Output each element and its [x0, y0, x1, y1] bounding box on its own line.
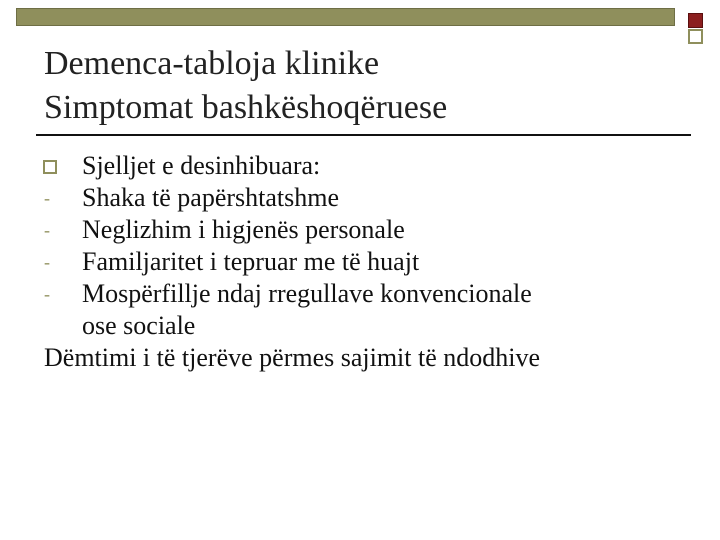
decorative-top-bar [16, 8, 675, 26]
slide-title [44, 42, 447, 130]
sub-item-continuation-text: ose sociale [82, 311, 196, 340]
sub-item-text: Neglizhim i higjenës personale [82, 215, 405, 244]
hollow-square-bullet-icon [43, 160, 57, 174]
title-divider [36, 134, 691, 136]
main-bullet-text: Sjelljet e desinhibuara: [82, 151, 321, 180]
sub-item-text: Shaka të papërshtatshme [82, 183, 340, 212]
sub-item-3 [44, 246, 704, 278]
sub-item-1 [44, 182, 704, 214]
dash-marker: - [44, 284, 50, 304]
dash-marker: - [44, 188, 50, 208]
dash-marker: - [44, 252, 50, 272]
sub-item-4 [44, 278, 704, 310]
hollow-square-icon [688, 29, 703, 44]
sub-item-text: Mospërfillje ndaj rregullave konvencionale [82, 279, 532, 308]
trailing-paragraph [44, 342, 704, 374]
dash-marker: - [44, 220, 50, 240]
filled-square-icon [688, 13, 703, 28]
title-line-2: Simptomat bashkëshoqëruese [44, 89, 448, 126]
title-line-1: Demenca-tabloja klinike [44, 45, 380, 82]
main-bullet [44, 150, 704, 182]
trailing-text: Dëmtimi i të tjerëve përmes sajimit të ndodhive [44, 343, 541, 372]
sub-item-text: Familjaritet i tepruar me të huajt [82, 247, 420, 276]
sub-item-4-continuation [44, 310, 704, 342]
slide-body [44, 150, 704, 374]
sub-item-2 [44, 214, 704, 246]
